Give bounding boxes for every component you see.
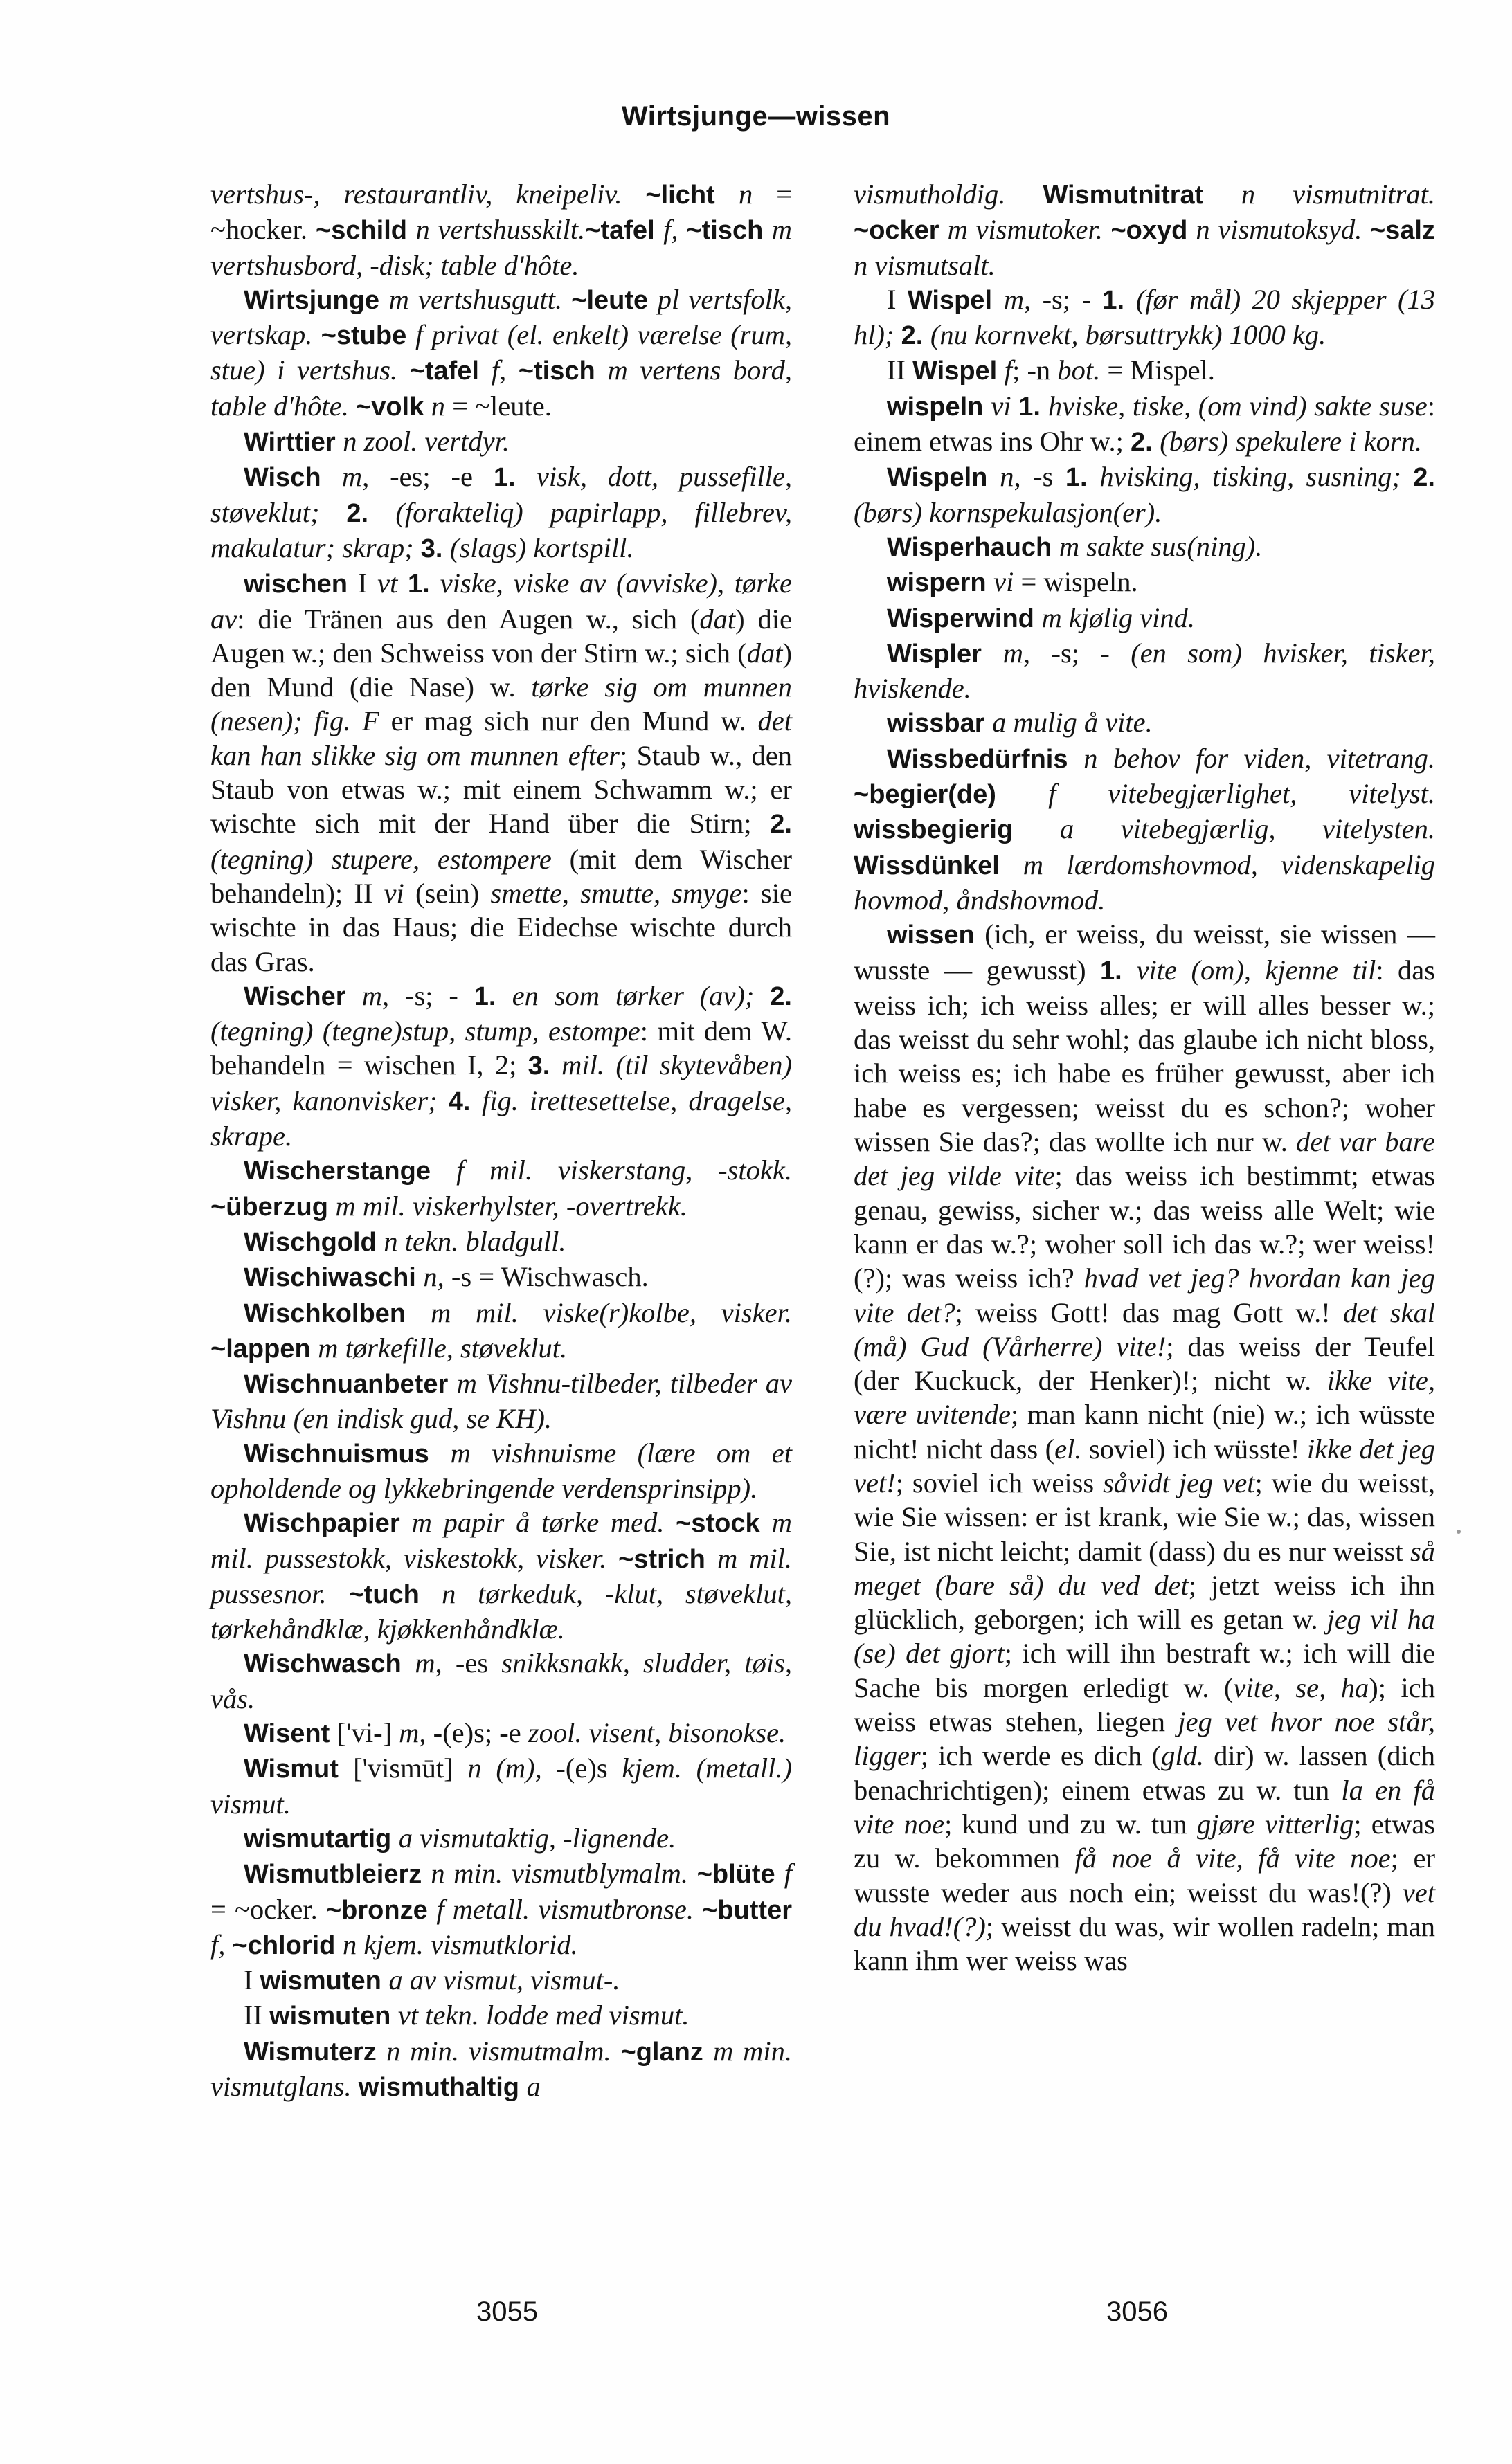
headword: Wischiwaschi xyxy=(244,1263,424,1293)
dictionary-entry xyxy=(210,1751,792,1821)
translation-text: a vismutaktig, -lignende. xyxy=(398,1822,676,1854)
dictionary-entry xyxy=(854,282,1435,354)
german-text: ; ich will ihn bestraft w.; ich will die Sache bis morgen erledigt w. ( xyxy=(854,1638,1435,1703)
headword: Wischwasch xyxy=(244,1649,415,1679)
translation-text: m vertens bord, table d'hôte. xyxy=(210,354,792,422)
left-column xyxy=(210,177,792,2105)
translation-text: vt tekn. lodde med vismut. xyxy=(397,2000,690,2031)
dictionary-entry xyxy=(854,705,1435,741)
dictionary-entry xyxy=(210,177,792,282)
translation-text: m mil. viske(r)kolbe, visker. xyxy=(431,1296,792,1328)
headword: ~strich xyxy=(618,1544,718,1574)
translation-text: dat xyxy=(746,637,783,669)
dictionary-entry xyxy=(210,1963,792,1998)
headword: Wisperhauch xyxy=(887,532,1059,562)
translation-text: m papir å tørke med. xyxy=(411,1507,676,1539)
german-text: ; das weiss der Teufel (der Kuckuck, der Henker)!; nicht w. xyxy=(854,1330,1435,1397)
german-text: ; jetzt weiss ich ihn glücklich, geborgen; ich will es getan w. xyxy=(854,1569,1435,1636)
translation-text: n vismutoksyd. xyxy=(1196,214,1370,246)
german-text: , -s; - xyxy=(382,979,474,1011)
dictionary-entry xyxy=(210,1646,792,1716)
german-text: ; Staub w., den Staub von etwas w.; mit einem Schwamm w.; er wischte sich mit der Hand über die Stirn; xyxy=(210,739,792,840)
translation-text: n tekn. bladgull. xyxy=(384,1225,566,1257)
translation-text: mil. (til skytevåben) visker, kanonvisker; xyxy=(210,1049,793,1116)
dictionary-entry xyxy=(854,601,1435,636)
german-text: , -s; - xyxy=(1024,283,1103,315)
headword: ~lappen xyxy=(210,1334,318,1364)
headword: Wispler xyxy=(887,639,1003,669)
translation-text: vt xyxy=(377,568,408,599)
german-text: . xyxy=(300,214,316,246)
headword: ~chlorid xyxy=(232,1930,343,1960)
translation-text: f mil. viskerstang, -stokk. xyxy=(456,1154,793,1186)
dictionary-entry xyxy=(210,1505,792,1646)
headword: ~begier(de) xyxy=(854,780,1049,810)
headword: Wismut xyxy=(244,1755,354,1784)
headword: Wischgold xyxy=(244,1227,384,1257)
german-text: , -s xyxy=(1014,461,1065,493)
translation-text: (en som) hvisker, tisker, hviskende. xyxy=(854,637,1435,705)
translation-text: bot. xyxy=(1057,354,1101,386)
translation-text: n vismutnitrat. xyxy=(1241,179,1436,210)
dictionary-entry xyxy=(854,917,1435,1977)
dictionary-entry xyxy=(210,1716,792,1751)
german-text: II xyxy=(887,354,913,386)
german-text: er mag sich nur den Mund w. xyxy=(379,705,758,737)
translation-text: m xyxy=(1003,283,1025,315)
translation-text: vismutholdig. xyxy=(854,179,1043,210)
dictionary-entry xyxy=(854,353,1435,388)
german-text: ; wie du weisst, wie Sie wissen: er ist krank, wie Sie w.; das, wissen Sie, ist nicht leicht; damit (dass) du es nur weisst xyxy=(854,1467,1435,1567)
headword: Wismutbleierz xyxy=(244,1860,431,1890)
translation-text: smette, smutte, smyge xyxy=(490,877,742,909)
translation-text: m xyxy=(399,1717,420,1749)
translation-text: a av vismut, vismut-. xyxy=(388,1964,620,1996)
german-text: ) den Mund (die Nase) w. xyxy=(210,637,792,703)
translation-text: fig. irettesettelse, dragelse, skrape. xyxy=(210,1085,792,1152)
headword: 2. xyxy=(1131,428,1160,458)
headword: ~volk xyxy=(356,392,431,422)
headword: 3. xyxy=(420,534,450,563)
translation-text: el. xyxy=(1054,1433,1082,1465)
translation-text: kjem. (metall.) vismut. xyxy=(210,1752,793,1820)
headword: wismutartig xyxy=(244,1824,399,1854)
headword: 2. xyxy=(770,981,792,1011)
headword: ~überzug xyxy=(210,1192,336,1222)
headword: ~licht xyxy=(645,181,739,210)
german-text: soviel) ich wüsste! xyxy=(1081,1433,1307,1465)
translation-text: m min. vismutglans. xyxy=(210,2035,793,2103)
translation-text: a xyxy=(526,2071,541,2103)
translation-text: jeg vil ha (se) det gjort xyxy=(854,1604,1435,1669)
headword: Wirtsjunge xyxy=(244,285,389,315)
translation-text: n tørkeduk, -klut, støveklut, tørkehåndklæ, kjøkkenhåndklæ. xyxy=(210,1577,792,1645)
german-text: , -(e)s; -e xyxy=(419,1717,528,1749)
headword: ~tafel xyxy=(585,216,664,246)
page-number-left: 3055 xyxy=(476,2297,538,2327)
headword: ~blüte xyxy=(696,1860,784,1890)
german-text: : einem etwas ins Ohr w.; xyxy=(854,390,1435,458)
translation-text: n vismutsalt. xyxy=(854,249,996,281)
headword: wispern xyxy=(887,568,994,598)
translation-text: en som tørker (av); xyxy=(512,979,771,1011)
headword: wismuthaltig xyxy=(358,2073,527,2103)
dictionary-entry xyxy=(210,1856,792,1963)
translation-text: m vertshusbord, -disk; table d'hôte. xyxy=(210,214,792,281)
translation-text: m Vishnu-tilbeder, tilbeder av Vishnu (en indisk gud, se KH). xyxy=(210,1368,792,1435)
translation-text: m vertshusgutt. xyxy=(388,283,572,315)
translation-text: (nu kornvekt, børsuttrykk) 1000 kg. xyxy=(930,319,1326,351)
german-text: ; man kann nicht (nie) w.; ich wüsste nicht! nicht dass ( xyxy=(854,1399,1436,1465)
headword: ~schild xyxy=(316,216,416,246)
headword: Wissbedürfnis xyxy=(887,744,1084,774)
translation-text: f, xyxy=(210,1928,233,1960)
headword: wismuten xyxy=(269,2002,398,2031)
translation-text: m mil. pussesnor. xyxy=(210,1542,793,1609)
translation-text: (børs) spekulere i korn. xyxy=(1160,426,1422,458)
headword: Wischnuanbeter xyxy=(244,1370,457,1399)
translation-text: f vitebegjærlighet, vitelyst. xyxy=(1048,778,1435,810)
headword: 2. xyxy=(346,498,396,528)
dictionary-entry xyxy=(210,1153,792,1224)
translation-text: det var bare det jeg vilde vite xyxy=(854,1126,1436,1192)
translation-text: n xyxy=(423,1261,438,1293)
translation-text: det kan han slikke sig om munnen efter xyxy=(210,705,792,771)
headword: Wischer xyxy=(244,981,362,1011)
translation-text: vi xyxy=(993,566,1014,598)
headword: Wischnuismus xyxy=(244,1439,451,1469)
right-column xyxy=(854,177,1435,1977)
german-text: = xyxy=(753,179,792,210)
headword: ~stock xyxy=(676,1509,772,1539)
translation-text: a mulig å vite. xyxy=(992,707,1153,739)
dictionary-entry xyxy=(854,389,1435,460)
translation-text: a vitebegjærlig, vitelysten. xyxy=(1060,813,1436,845)
translation-text: viske, viske av (avviske), tørke av xyxy=(210,568,793,635)
translation-text: f, xyxy=(491,354,519,386)
translation-text: n behov for viden, vitetrang. xyxy=(1083,742,1436,774)
german-text: ) die Augen w.; den Schweiss von der Stirn w.; sich ( xyxy=(210,603,792,669)
headword: 1. xyxy=(493,463,537,493)
headword: 1. xyxy=(1100,956,1137,986)
headword: ~glanz xyxy=(620,2037,714,2067)
headword: Wirttier xyxy=(244,428,343,458)
translation-text: n vertshusskilt. xyxy=(415,214,586,246)
headword: ~butter xyxy=(702,1895,792,1925)
german-text: ; das weiss ich bestimmt; etwas genau, gewiss, sicher w.; das weiss alle Welt; wie kann er das w.?; woher soll ich das w.?; wer weiss!(?); was weiss ich? xyxy=(854,1160,1435,1294)
translation-text: ikke vite, være uvitende xyxy=(854,1365,1435,1431)
translation-text: m tørkefille, støveklut. xyxy=(318,1332,568,1364)
german-text: I xyxy=(887,283,908,315)
translation-text: la en få vite noe xyxy=(854,1774,1435,1840)
german-text: ; weiss Gott! das mag Gott w.! xyxy=(955,1296,1344,1328)
headword: 4. xyxy=(448,1087,482,1116)
german-text: : mit dem W. behandeln = wischen I, 2; xyxy=(210,1015,793,1081)
translation-text: vite (om), kjenne til xyxy=(1136,954,1376,986)
translation-text: hvisking, tisking, susning; xyxy=(1099,461,1414,493)
translation-text: hvad vet jeg? hvordan kan jeg vite det? xyxy=(854,1262,1435,1328)
translation-text: m mil. pussestokk, viskestokk, visker. xyxy=(210,1507,792,1574)
dictionary-entry xyxy=(210,1366,792,1436)
german-text: ; weisst du was, wir wollen radeln; man kann ihm wer weiss was xyxy=(854,1910,1436,1977)
german-text: , -es xyxy=(435,1647,502,1679)
headword: Wismutnitrat xyxy=(1043,181,1241,210)
translation-text: pl vertsfolk, vertskap. xyxy=(210,283,792,351)
translation-text: (tegning) stupere, estompere xyxy=(210,843,552,875)
translation-text: ikke det jeg vet! xyxy=(854,1433,1435,1498)
german-text: ['vismūt] xyxy=(353,1752,468,1784)
german-text: I xyxy=(358,568,378,599)
german-text: (ich, er weiss, du weisst, sie wissen — wusste — gewusst) xyxy=(854,918,1435,986)
translation-text: så meget (bare så) du ved det xyxy=(854,1535,1435,1601)
translation-text: vi xyxy=(384,877,404,909)
german-text: , -s = Wischwasch. xyxy=(437,1261,649,1293)
headword: 1. xyxy=(1102,285,1136,315)
german-text: dir) w. lassen (dich benachrichtigen); einem etwas zu w. tun xyxy=(854,1740,1435,1806)
german-text: : sie wischte in das Haus; die Eidechse wischte durch das Gras. xyxy=(210,877,792,977)
dictionary-entry xyxy=(854,177,1435,282)
dictionary-entry xyxy=(210,282,792,424)
headword: Wispel xyxy=(907,285,1004,315)
translation-text: vet du hvad!(?) xyxy=(854,1876,1435,1942)
headword: ~bronze xyxy=(325,1895,437,1925)
scan-speck xyxy=(1457,1530,1461,1534)
translation-text: snikksnakk, sludder, tøis, vås. xyxy=(210,1647,792,1714)
translation-text: (børs) kornspekulasjon(er). xyxy=(854,496,1162,528)
translation-text: n min. vismutmalm. xyxy=(386,2035,621,2067)
headword: Wischkolben xyxy=(244,1298,431,1328)
headword: 1. xyxy=(408,570,440,599)
german-text: : das weiss ich; ich weiss alles; er will alles besser w.; das weisst du sehr wohl; das glaube ich nicht bloss, ich weiss es; ich habe es früher gewusst, aber ich habe es vergessen; weisst du es schon?; woher wissen Sie das?; das wollte ich nur w. xyxy=(854,954,1436,1158)
dictionary-entry xyxy=(210,1260,792,1295)
german-text: = ~ocker. xyxy=(210,1893,326,1925)
dictionary-entry xyxy=(854,565,1435,600)
dictionary-entry xyxy=(854,529,1435,565)
german-text: II xyxy=(244,2000,270,2031)
translation-text: hviske, tiske, (om vind) sakte suse xyxy=(1047,390,1428,422)
headword: Wischerstange xyxy=(244,1157,457,1186)
german-text: , -s; - xyxy=(1023,637,1131,669)
translation-text: m xyxy=(341,461,363,493)
translation-text: m lærdomshovmod, videnskapelig hovmod, åndshovmod. xyxy=(854,849,1435,916)
dictionary-entry xyxy=(210,1296,792,1367)
translation-text: m vismutoker. xyxy=(947,214,1111,246)
translation-text: m xyxy=(361,979,383,1011)
translation-text: n xyxy=(739,179,753,210)
translation-text: vite, se, ha xyxy=(1233,1672,1369,1703)
dictionary-entry xyxy=(210,566,792,979)
headword: 2. xyxy=(770,810,792,840)
translation-text: (forakteliq) papirlapp, fillebrev, makulatur; skrap; xyxy=(210,496,793,563)
german-text: ; etwas zu w. bekommen xyxy=(854,1808,1436,1874)
headword: 1. xyxy=(1018,392,1048,422)
headword: ~tuch xyxy=(348,1579,442,1609)
headword: ~stube xyxy=(321,321,416,351)
headword: ~tisch xyxy=(686,216,772,246)
headword: Wisch xyxy=(244,463,342,493)
headword: Wisperwind xyxy=(887,604,1042,633)
headword: Wispeln xyxy=(887,463,1000,493)
dictionary-entry xyxy=(854,460,1435,529)
translation-text: såvidt jeg vet xyxy=(1103,1467,1255,1498)
dictionary-entry xyxy=(210,1998,792,2033)
headword: 2. xyxy=(901,321,930,351)
headword: Wismuterz xyxy=(244,2037,387,2067)
headword: Wischpapier xyxy=(244,1509,412,1539)
german-text: ; kund und zu w. tun xyxy=(944,1808,1197,1840)
headword: 1. xyxy=(474,981,512,1011)
translation-text: (slags) kortspill. xyxy=(449,532,634,563)
headword: ~ocker xyxy=(854,216,948,246)
translation-text: tørke sig om munnen (nesen); fig. F xyxy=(210,671,792,737)
headword: wischen xyxy=(244,570,359,599)
translation-text: f privat (el. enkelt) værelse (rum, stue) i vertshus. xyxy=(210,319,792,386)
headword: Wispel xyxy=(912,356,1005,386)
translation-text: n kjem. vismutklorid. xyxy=(342,1928,578,1960)
german-text: ; soviel ich weiss xyxy=(895,1467,1104,1498)
translation-text: gjøre vitterlig xyxy=(1196,1808,1354,1840)
translation-text: jeg vet hvor noe står, ligger xyxy=(854,1706,1435,1772)
dictionary-entry xyxy=(210,979,792,1153)
headword: 1. xyxy=(1065,463,1100,493)
dictionary-entry xyxy=(210,1224,792,1260)
translation-text: vi xyxy=(991,390,1019,422)
translation-text: få noe å vite, få vite noe xyxy=(1074,1842,1391,1874)
headword: ~tisch xyxy=(518,356,608,386)
translation-text: vertshus-, restaurantliv, kneipeliv. xyxy=(210,179,646,210)
german-text: ~hocker xyxy=(210,214,300,246)
dictionary-entry xyxy=(210,1821,792,1856)
dictionary-entry xyxy=(210,460,792,566)
translation-text: n (m) xyxy=(467,1752,535,1784)
translation-text: det skal (må) Gud (Vårherre) vite! xyxy=(854,1296,1436,1362)
translation-text: visk, dott, pussefille, støveklut; xyxy=(210,461,792,528)
running-head: Wirtsjunge—wissen xyxy=(621,101,891,132)
translation-text: f xyxy=(784,1858,792,1890)
dictionary-entry xyxy=(210,2034,792,2105)
dictionary-entry xyxy=(854,636,1435,706)
translation-text: gld. xyxy=(1161,1740,1204,1772)
translation-text: m kjølig vind. xyxy=(1041,601,1196,633)
headword: ~leute xyxy=(571,285,658,315)
translation-text: m xyxy=(415,1647,435,1679)
german-text: (sein) xyxy=(404,877,491,909)
translation-text: f metall. vismutbronse. xyxy=(436,1893,703,1925)
german-text: ; -n xyxy=(1012,354,1058,386)
headword: ~tafel xyxy=(409,356,492,386)
translation-text: n xyxy=(1000,461,1014,493)
translation-text: m xyxy=(1002,637,1023,669)
dictionary-entry xyxy=(210,1436,792,1506)
translation-text: n zool. vertdyr. xyxy=(343,426,510,458)
german-text: = wispeln. xyxy=(1014,566,1138,598)
translation-text: f xyxy=(1004,354,1013,386)
headword: ~salz xyxy=(1369,216,1435,246)
translation-text: m sakte sus(ning). xyxy=(1059,530,1263,562)
headword: wissbegierig xyxy=(854,815,1061,845)
headword: ~oxyd xyxy=(1110,216,1196,246)
german-text: ; er wusste weder aus noch ein; weisst du was!(?) xyxy=(854,1842,1435,1908)
german-text: = ~leute. xyxy=(445,390,552,422)
translation-text: m vishnuisme (lære om et opholdende og lykkebringende verdensprinsipp). xyxy=(210,1437,792,1504)
german-text: ; ich werde es dich ( xyxy=(920,1740,1162,1772)
translation-text: (tegning) (tegne)stup, stump, estompe xyxy=(210,1015,640,1047)
headword: Wissdünkel xyxy=(854,851,1023,880)
headword: 2. xyxy=(1413,463,1435,493)
german-text: ); ich weiss etwas stehen, liegen xyxy=(854,1672,1435,1738)
dictionary-entry xyxy=(210,424,792,460)
translation-text: n min. vismutblymalm. xyxy=(431,1858,697,1890)
german-text: , -(e)s xyxy=(534,1752,622,1784)
german-text: : die Tränen aus den Augen w., sich ( xyxy=(237,603,700,635)
german-text: I xyxy=(244,1964,260,1996)
headword: wissen xyxy=(887,921,985,950)
translation-text: f, xyxy=(663,214,687,246)
headword: Wisent xyxy=(244,1719,337,1749)
german-text: = Mispel. xyxy=(1100,354,1215,386)
headword: wismuten xyxy=(260,1966,389,1996)
page-number-right: 3056 xyxy=(1106,2297,1168,2327)
translation-text: dat xyxy=(699,603,736,635)
dictionary-entry xyxy=(854,741,1435,917)
german-text: (mit dem Wischer behandeln); II xyxy=(210,843,793,909)
translation-text: n xyxy=(431,390,446,422)
translation-text: zool. visent, bisonokse. xyxy=(528,1717,786,1749)
headword: 3. xyxy=(528,1051,562,1081)
translation-text: (før mål) 20 skjepper (13 hl); xyxy=(854,283,1435,351)
headword: wissbar xyxy=(887,709,993,739)
german-text: ['vi-] xyxy=(336,1717,399,1749)
translation-text: m mil. viskerhylster, -overtrekk. xyxy=(335,1190,687,1222)
german-text: , -es; -e xyxy=(362,461,494,493)
headword: wispeln xyxy=(887,392,991,422)
